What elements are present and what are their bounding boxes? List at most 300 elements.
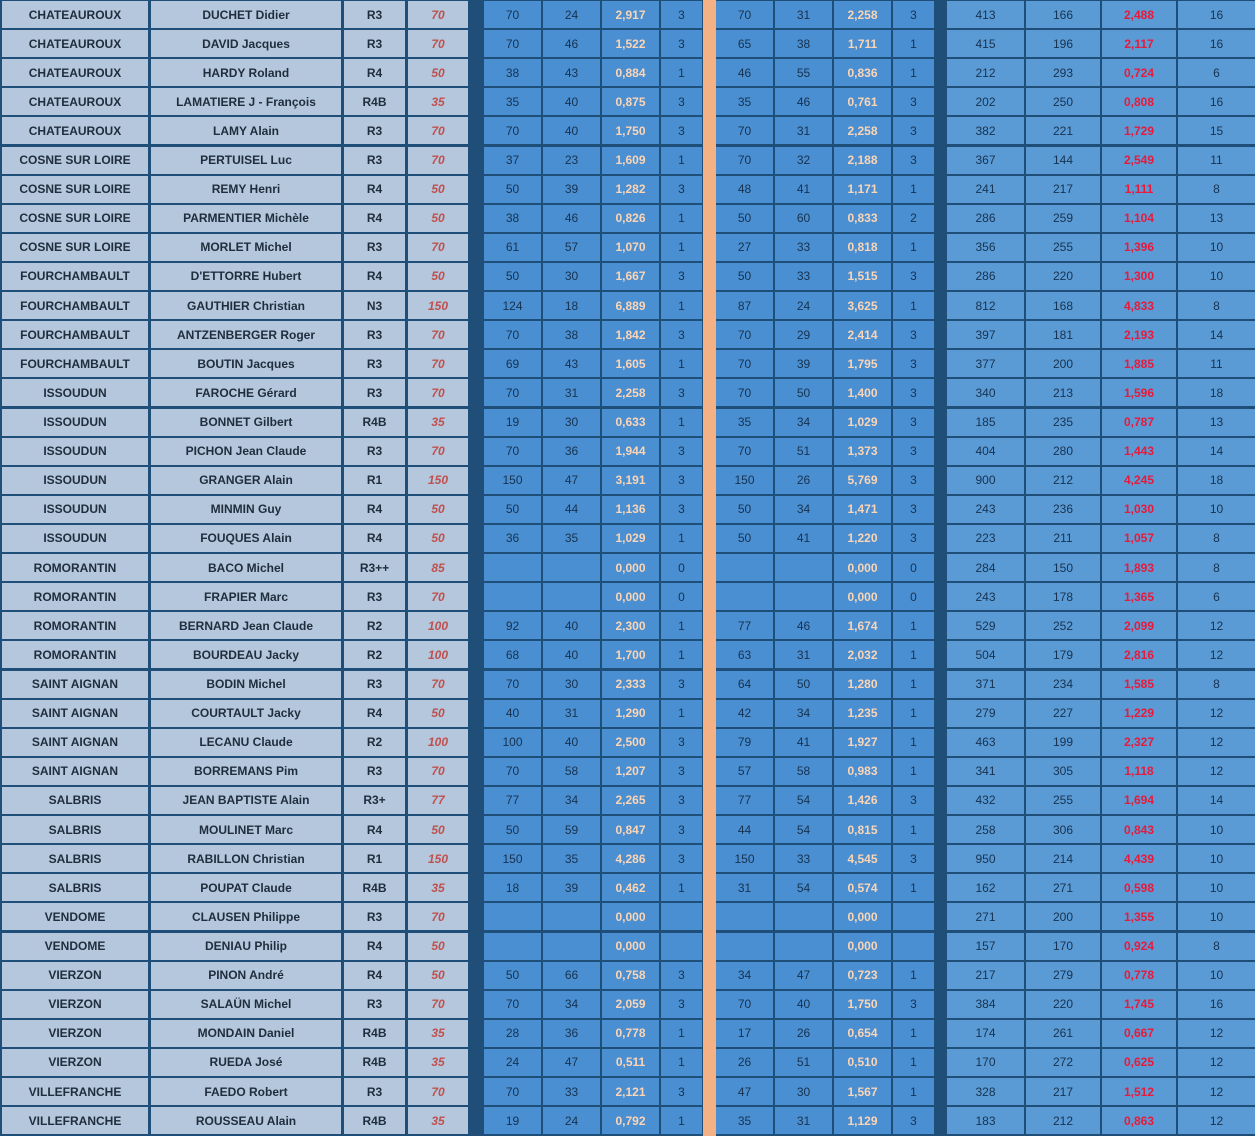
cell-r1-result[interactable]: 3	[661, 88, 702, 115]
cell-club[interactable]: CHATEAUROUX	[2, 59, 148, 86]
cell-r2-average[interactable]: 0,723	[834, 962, 891, 989]
cell-club[interactable]: VILLEFRANCHE	[2, 1078, 148, 1105]
cell-total-b[interactable]: 234	[1026, 671, 1100, 698]
cell-r2-average[interactable]: 2,258	[834, 117, 891, 144]
cell-points[interactable]: 70	[408, 991, 468, 1018]
cell-total-rank[interactable]: 8	[1178, 176, 1255, 203]
cell-r1-value-a[interactable]: 61	[484, 234, 541, 261]
cell-player[interactable]: PARMENTIER Michèle	[151, 205, 341, 232]
cell-player[interactable]: JEAN BAPTISTE Alain	[151, 787, 341, 814]
cell-r1-average[interactable]: 2,917	[602, 1, 659, 28]
cell-r2-value-b[interactable]: 31	[775, 1, 832, 28]
cell-total-b[interactable]: 255	[1026, 234, 1100, 261]
cell-r1-average[interactable]: 0,000	[602, 583, 659, 610]
cell-r2-average[interactable]: 1,795	[834, 350, 891, 377]
cell-r1-result[interactable]: 1	[661, 292, 702, 319]
cell-r1-value-a[interactable]: 24	[484, 1049, 541, 1076]
cell-category[interactable]: R2	[344, 729, 405, 756]
cell-club[interactable]: COSNE SUR LOIRE	[2, 205, 148, 232]
cell-total-a[interactable]: 170	[947, 1049, 1024, 1076]
cell-total-average[interactable]: 0,924	[1102, 933, 1176, 960]
cell-r1-value-b[interactable]: 24	[543, 1107, 600, 1134]
cell-total-average[interactable]: 1,596	[1102, 379, 1176, 406]
cell-club[interactable]: COSNE SUR LOIRE	[2, 176, 148, 203]
cell-r1-value-a[interactable]: 38	[484, 205, 541, 232]
cell-total-b[interactable]: 217	[1026, 176, 1100, 203]
cell-points[interactable]: 70	[408, 671, 468, 698]
cell-r2-result[interactable]: 3	[893, 117, 934, 144]
cell-r2-average[interactable]: 2,188	[834, 147, 891, 174]
cell-r1-value-a[interactable]: 70	[484, 758, 541, 785]
cell-total-average[interactable]: 1,300	[1102, 263, 1176, 290]
cell-category[interactable]: R3	[344, 234, 405, 261]
cell-r2-value-b[interactable]: 55	[775, 59, 832, 86]
cell-total-b[interactable]: 196	[1026, 30, 1100, 57]
cell-club[interactable]: VIERZON	[2, 991, 148, 1018]
cell-category[interactable]: R4B	[344, 88, 405, 115]
cell-total-a[interactable]: 328	[947, 1078, 1024, 1105]
cell-total-rank[interactable]: 10	[1178, 903, 1255, 930]
cell-r2-value-a[interactable]	[716, 554, 773, 581]
cell-r1-result[interactable]: 3	[661, 1078, 702, 1105]
cell-r2-average[interactable]: 1,400	[834, 379, 891, 406]
cell-player[interactable]: RUEDA José	[151, 1049, 341, 1076]
cell-points[interactable]: 70	[408, 438, 468, 465]
cell-r1-average[interactable]: 2,333	[602, 671, 659, 698]
cell-total-average[interactable]: 1,729	[1102, 117, 1176, 144]
cell-points[interactable]: 70	[408, 30, 468, 57]
cell-r1-result[interactable]: 1	[661, 874, 702, 901]
cell-category[interactable]: N3	[344, 292, 405, 319]
cell-r1-result[interactable]: 1	[661, 350, 702, 377]
cell-r2-value-b[interactable]: 54	[775, 787, 832, 814]
cell-total-average[interactable]: 1,057	[1102, 525, 1176, 552]
cell-r1-value-b[interactable]: 31	[543, 379, 600, 406]
cell-r1-average[interactable]: 1,944	[602, 438, 659, 465]
cell-total-average[interactable]: 1,885	[1102, 350, 1176, 377]
cell-r1-result[interactable]: 1	[661, 234, 702, 261]
cell-points[interactable]: 70	[408, 903, 468, 930]
cell-r2-value-a[interactable]: 70	[716, 147, 773, 174]
cell-total-rank[interactable]: 10	[1178, 234, 1255, 261]
cell-club[interactable]: SAINT AIGNAN	[2, 700, 148, 727]
cell-total-a[interactable]: 243	[947, 583, 1024, 610]
cell-r2-value-b[interactable]: 26	[775, 467, 832, 494]
cell-points[interactable]: 50	[408, 933, 468, 960]
cell-r2-value-a[interactable]: 70	[716, 379, 773, 406]
cell-r1-value-b[interactable]	[543, 933, 600, 960]
cell-r2-result[interactable]: 1	[893, 1078, 934, 1105]
cell-club[interactable]: SAINT AIGNAN	[2, 671, 148, 698]
cell-r1-value-b[interactable]: 30	[543, 409, 600, 436]
cell-total-rank[interactable]: 8	[1178, 933, 1255, 960]
cell-category[interactable]: R3+	[344, 787, 405, 814]
cell-r1-average[interactable]: 0,000	[602, 933, 659, 960]
cell-r1-result[interactable]: 1	[661, 700, 702, 727]
cell-total-rank[interactable]: 8	[1178, 671, 1255, 698]
cell-total-a[interactable]: 404	[947, 438, 1024, 465]
cell-club[interactable]: FOURCHAMBAULT	[2, 321, 148, 348]
cell-category[interactable]: R4	[344, 263, 405, 290]
cell-r1-value-b[interactable]: 33	[543, 1078, 600, 1105]
cell-player[interactable]: BOURDEAU Jacky	[151, 641, 341, 668]
cell-r1-average[interactable]: 4,286	[602, 845, 659, 872]
cell-total-rank[interactable]: 11	[1178, 147, 1255, 174]
cell-r2-value-b[interactable]: 40	[775, 991, 832, 1018]
cell-r2-average[interactable]: 2,414	[834, 321, 891, 348]
cell-r1-value-a[interactable]: 150	[484, 845, 541, 872]
cell-r1-result[interactable]	[661, 903, 702, 930]
cell-total-b[interactable]: 212	[1026, 1107, 1100, 1134]
cell-r1-value-a[interactable]: 35	[484, 88, 541, 115]
cell-r2-average[interactable]: 0,000	[834, 933, 891, 960]
cell-r2-result[interactable]: 3	[893, 1, 934, 28]
cell-category[interactable]: R2	[344, 641, 405, 668]
cell-r2-value-b[interactable]	[775, 903, 832, 930]
cell-r1-value-b[interactable]: 39	[543, 176, 600, 203]
cell-player[interactable]: LECANU Claude	[151, 729, 341, 756]
cell-r2-value-a[interactable]: 46	[716, 59, 773, 86]
cell-player[interactable]: BOUTIN Jacques	[151, 350, 341, 377]
cell-total-b[interactable]: 181	[1026, 321, 1100, 348]
cell-total-average[interactable]: 1,585	[1102, 671, 1176, 698]
cell-total-average[interactable]: 4,439	[1102, 845, 1176, 872]
cell-r2-result[interactable]: 1	[893, 59, 934, 86]
cell-r1-average[interactable]: 2,059	[602, 991, 659, 1018]
cell-r1-average[interactable]: 0,000	[602, 554, 659, 581]
cell-r2-average[interactable]: 0,654	[834, 1020, 891, 1047]
cell-total-a[interactable]: 397	[947, 321, 1024, 348]
cell-r1-result[interactable]: 3	[661, 729, 702, 756]
cell-total-b[interactable]: 261	[1026, 1020, 1100, 1047]
cell-r2-average[interactable]: 3,625	[834, 292, 891, 319]
cell-r1-value-b[interactable]	[543, 554, 600, 581]
cell-club[interactable]: COSNE SUR LOIRE	[2, 234, 148, 261]
cell-r1-value-a[interactable]: 19	[484, 409, 541, 436]
cell-total-average[interactable]: 1,396	[1102, 234, 1176, 261]
cell-r1-value-a[interactable]: 70	[484, 671, 541, 698]
cell-total-average[interactable]: 1,893	[1102, 554, 1176, 581]
cell-total-b[interactable]: 220	[1026, 991, 1100, 1018]
cell-r2-result[interactable]: 1	[893, 292, 934, 319]
cell-total-a[interactable]: 377	[947, 350, 1024, 377]
cell-club[interactable]: SALBRIS	[2, 816, 148, 843]
cell-r2-value-b[interactable]: 41	[775, 729, 832, 756]
cell-total-a[interactable]: 950	[947, 845, 1024, 872]
cell-r1-result[interactable]: 3	[661, 117, 702, 144]
cell-r1-value-b[interactable]: 35	[543, 845, 600, 872]
cell-r2-value-a[interactable]: 70	[716, 321, 773, 348]
cell-total-rank[interactable]: 12	[1178, 1078, 1255, 1105]
cell-points[interactable]: 50	[408, 263, 468, 290]
cell-player[interactable]: MOULINET Marc	[151, 816, 341, 843]
cell-r2-average[interactable]: 0,983	[834, 758, 891, 785]
cell-category[interactable]: R3	[344, 117, 405, 144]
cell-points[interactable]: 70	[408, 350, 468, 377]
cell-player[interactable]: MONDAIN Daniel	[151, 1020, 341, 1047]
cell-r2-value-b[interactable]: 51	[775, 1049, 832, 1076]
cell-r1-value-b[interactable]: 23	[543, 147, 600, 174]
cell-r2-value-b[interactable]: 50	[775, 379, 832, 406]
cell-r1-value-b[interactable]: 46	[543, 205, 600, 232]
cell-r2-value-b[interactable]: 31	[775, 641, 832, 668]
cell-player[interactable]: HARDY Roland	[151, 59, 341, 86]
cell-player[interactable]: ROUSSEAU Alain	[151, 1107, 341, 1134]
cell-total-b[interactable]: 220	[1026, 263, 1100, 290]
cell-r2-value-b[interactable]: 58	[775, 758, 832, 785]
cell-r2-value-b[interactable]: 34	[775, 496, 832, 523]
cell-r2-result[interactable]: 1	[893, 700, 934, 727]
cell-r1-average[interactable]: 1,842	[602, 321, 659, 348]
cell-points[interactable]: 70	[408, 117, 468, 144]
cell-r1-value-b[interactable]: 30	[543, 671, 600, 698]
cell-total-b[interactable]: 211	[1026, 525, 1100, 552]
cell-r2-average[interactable]: 4,545	[834, 845, 891, 872]
cell-r1-value-a[interactable]: 40	[484, 700, 541, 727]
cell-r2-average[interactable]: 0,000	[834, 903, 891, 930]
cell-r1-value-a[interactable]: 50	[484, 816, 541, 843]
cell-points[interactable]: 35	[408, 874, 468, 901]
cell-player[interactable]: GRANGER Alain	[151, 467, 341, 494]
cell-total-a[interactable]: 356	[947, 234, 1024, 261]
cell-r2-value-b[interactable]	[775, 933, 832, 960]
cell-r1-value-b[interactable]: 66	[543, 962, 600, 989]
cell-r1-result[interactable]: 3	[661, 787, 702, 814]
cell-total-average[interactable]: 0,863	[1102, 1107, 1176, 1134]
cell-r1-value-b[interactable]: 43	[543, 59, 600, 86]
cell-r1-value-a[interactable]: 92	[484, 612, 541, 639]
cell-r2-result[interactable]: 1	[893, 874, 934, 901]
cell-r1-average[interactable]: 1,522	[602, 30, 659, 57]
cell-total-rank[interactable]: 13	[1178, 205, 1255, 232]
cell-category[interactable]: R3	[344, 321, 405, 348]
cell-r2-average[interactable]: 0,510	[834, 1049, 891, 1076]
cell-total-b[interactable]: 227	[1026, 700, 1100, 727]
cell-r2-value-a[interactable]: 42	[716, 700, 773, 727]
cell-category[interactable]: R4	[344, 205, 405, 232]
cell-r1-result[interactable]: 3	[661, 176, 702, 203]
cell-total-a[interactable]: 271	[947, 903, 1024, 930]
cell-total-b[interactable]: 213	[1026, 379, 1100, 406]
cell-r1-value-b[interactable]	[543, 583, 600, 610]
cell-points[interactable]: 35	[408, 88, 468, 115]
cell-total-rank[interactable]: 12	[1178, 700, 1255, 727]
cell-category[interactable]: R3	[344, 438, 405, 465]
cell-club[interactable]: ISSOUDUN	[2, 467, 148, 494]
cell-total-average[interactable]: 2,099	[1102, 612, 1176, 639]
cell-r2-average[interactable]: 0,818	[834, 234, 891, 261]
cell-category[interactable]: R4	[344, 59, 405, 86]
cell-player[interactable]: FAROCHE Gérard	[151, 379, 341, 406]
cell-r2-value-b[interactable]: 29	[775, 321, 832, 348]
cell-total-a[interactable]: 812	[947, 292, 1024, 319]
cell-category[interactable]: R4B	[344, 874, 405, 901]
cell-r2-result[interactable]: 3	[893, 1107, 934, 1134]
cell-category[interactable]: R4	[344, 496, 405, 523]
cell-club[interactable]: ISSOUDUN	[2, 379, 148, 406]
cell-r2-result[interactable]: 1	[893, 671, 934, 698]
cell-total-rank[interactable]: 14	[1178, 787, 1255, 814]
cell-category[interactable]: R4	[344, 962, 405, 989]
cell-r2-value-a[interactable]: 77	[716, 787, 773, 814]
cell-player[interactable]: PERTUISEL Luc	[151, 147, 341, 174]
cell-total-b[interactable]: 168	[1026, 292, 1100, 319]
cell-r1-value-b[interactable]: 34	[543, 991, 600, 1018]
cell-r2-average[interactable]: 1,750	[834, 991, 891, 1018]
cell-total-rank[interactable]: 16	[1178, 991, 1255, 1018]
cell-r1-value-b[interactable]: 38	[543, 321, 600, 348]
cell-category[interactable]: R2	[344, 612, 405, 639]
cell-total-rank[interactable]: 16	[1178, 1, 1255, 28]
cell-total-average[interactable]: 0,778	[1102, 962, 1176, 989]
cell-r2-value-b[interactable]	[775, 554, 832, 581]
cell-r1-value-a[interactable]: 70	[484, 1078, 541, 1105]
cell-r2-result[interactable]: 1	[893, 1049, 934, 1076]
cell-total-rank[interactable]: 18	[1178, 467, 1255, 494]
cell-r2-result[interactable]: 3	[893, 321, 934, 348]
cell-r1-value-b[interactable]: 18	[543, 292, 600, 319]
cell-total-rank[interactable]: 14	[1178, 321, 1255, 348]
cell-r1-value-a[interactable]: 70	[484, 379, 541, 406]
cell-r1-value-b[interactable]: 36	[543, 1020, 600, 1047]
cell-player[interactable]: ANTZENBERGER Roger	[151, 321, 341, 348]
cell-points[interactable]: 50	[408, 496, 468, 523]
cell-r2-average[interactable]: 0,836	[834, 59, 891, 86]
cell-r2-result[interactable]: 0	[893, 583, 934, 610]
cell-r2-value-b[interactable]: 33	[775, 263, 832, 290]
cell-r2-result[interactable]: 3	[893, 147, 934, 174]
cell-r1-average[interactable]: 0,792	[602, 1107, 659, 1134]
cell-total-a[interactable]: 279	[947, 700, 1024, 727]
cell-total-a[interactable]: 212	[947, 59, 1024, 86]
cell-r2-average[interactable]: 1,674	[834, 612, 891, 639]
cell-r1-value-b[interactable]: 40	[543, 117, 600, 144]
cell-r1-value-a[interactable]: 37	[484, 147, 541, 174]
cell-r1-value-b[interactable]: 34	[543, 787, 600, 814]
cell-r1-result[interactable]: 1	[661, 1020, 702, 1047]
cell-total-a[interactable]: 241	[947, 176, 1024, 203]
cell-total-b[interactable]: 252	[1026, 612, 1100, 639]
cell-r1-result[interactable]: 3	[661, 1, 702, 28]
cell-total-rank[interactable]: 10	[1178, 816, 1255, 843]
cell-total-b[interactable]: 200	[1026, 350, 1100, 377]
cell-total-b[interactable]: 235	[1026, 409, 1100, 436]
cell-r2-average[interactable]: 2,032	[834, 641, 891, 668]
cell-r1-average[interactable]: 2,500	[602, 729, 659, 756]
cell-r1-average[interactable]: 1,282	[602, 176, 659, 203]
cell-total-average[interactable]: 2,117	[1102, 30, 1176, 57]
cell-points[interactable]: 85	[408, 554, 468, 581]
cell-r1-value-a[interactable]	[484, 554, 541, 581]
cell-r1-result[interactable]: 3	[661, 30, 702, 57]
cell-r1-average[interactable]: 2,258	[602, 379, 659, 406]
cell-r2-value-a[interactable]	[716, 583, 773, 610]
cell-r1-value-b[interactable]: 40	[543, 612, 600, 639]
cell-club[interactable]: VIERZON	[2, 1020, 148, 1047]
cell-total-a[interactable]: 284	[947, 554, 1024, 581]
cell-category[interactable]: R4	[344, 816, 405, 843]
cell-r1-result[interactable]: 3	[661, 379, 702, 406]
cell-total-b[interactable]: 272	[1026, 1049, 1100, 1076]
cell-r1-value-a[interactable]: 38	[484, 59, 541, 86]
cell-player[interactable]: DENIAU Philip	[151, 933, 341, 960]
cell-r1-value-a[interactable]: 50	[484, 176, 541, 203]
cell-points[interactable]: 50	[408, 176, 468, 203]
cell-category[interactable]: R3	[344, 671, 405, 698]
cell-total-a[interactable]: 162	[947, 874, 1024, 901]
cell-player[interactable]: GAUTHIER Christian	[151, 292, 341, 319]
cell-r2-value-b[interactable]: 34	[775, 409, 832, 436]
cell-r2-value-b[interactable]: 51	[775, 438, 832, 465]
cell-total-rank[interactable]: 10	[1178, 496, 1255, 523]
cell-player[interactable]: FOUQUES Alain	[151, 525, 341, 552]
cell-r1-value-a[interactable]	[484, 583, 541, 610]
cell-total-rank[interactable]: 10	[1178, 263, 1255, 290]
cell-total-rank[interactable]: 8	[1178, 292, 1255, 319]
cell-r2-result[interactable]: 3	[893, 438, 934, 465]
cell-club[interactable]: CHATEAUROUX	[2, 1, 148, 28]
cell-total-average[interactable]: 1,694	[1102, 787, 1176, 814]
cell-category[interactable]: R4B	[344, 1107, 405, 1134]
cell-r1-result[interactable]: 1	[661, 1107, 702, 1134]
cell-r2-value-a[interactable]: 31	[716, 874, 773, 901]
cell-club[interactable]: FOURCHAMBAULT	[2, 350, 148, 377]
cell-total-a[interactable]: 371	[947, 671, 1024, 698]
cell-player[interactable]: BONNET Gilbert	[151, 409, 341, 436]
cell-r1-result[interactable]: 1	[661, 612, 702, 639]
cell-total-a[interactable]: 340	[947, 379, 1024, 406]
cell-r2-value-b[interactable]: 46	[775, 612, 832, 639]
cell-r2-value-a[interactable]: 50	[716, 496, 773, 523]
cell-r2-value-b[interactable]: 26	[775, 1020, 832, 1047]
cell-category[interactable]: R1	[344, 467, 405, 494]
cell-total-b[interactable]: 200	[1026, 903, 1100, 930]
cell-total-a[interactable]: 286	[947, 205, 1024, 232]
cell-total-average[interactable]: 0,625	[1102, 1049, 1176, 1076]
cell-club[interactable]: SALBRIS	[2, 787, 148, 814]
cell-r2-value-a[interactable]: 70	[716, 117, 773, 144]
cell-r2-average[interactable]: 1,711	[834, 30, 891, 57]
cell-total-b[interactable]: 271	[1026, 874, 1100, 901]
cell-points[interactable]: 35	[408, 1020, 468, 1047]
cell-r2-value-b[interactable]: 50	[775, 671, 832, 698]
cell-total-b[interactable]: 259	[1026, 205, 1100, 232]
cell-total-average[interactable]: 1,355	[1102, 903, 1176, 930]
cell-total-average[interactable]: 1,111	[1102, 176, 1176, 203]
cell-r1-value-a[interactable]: 50	[484, 962, 541, 989]
cell-r2-value-a[interactable]: 150	[716, 845, 773, 872]
cell-r1-result[interactable]: 3	[661, 758, 702, 785]
cell-total-a[interactable]: 243	[947, 496, 1024, 523]
cell-r2-value-a[interactable]: 35	[716, 88, 773, 115]
cell-r1-value-b[interactable]: 24	[543, 1, 600, 28]
cell-r1-average[interactable]: 1,290	[602, 700, 659, 727]
cell-category[interactable]: R1	[344, 845, 405, 872]
cell-r2-result[interactable]: 3	[893, 379, 934, 406]
cell-total-rank[interactable]: 12	[1178, 1049, 1255, 1076]
cell-total-average[interactable]: 1,512	[1102, 1078, 1176, 1105]
cell-r2-value-a[interactable]: 48	[716, 176, 773, 203]
cell-r1-average[interactable]: 0,847	[602, 816, 659, 843]
cell-r2-result[interactable]: 1	[893, 612, 934, 639]
cell-r1-value-a[interactable]: 19	[484, 1107, 541, 1134]
cell-r1-value-a[interactable]: 124	[484, 292, 541, 319]
cell-player[interactable]: BORREMANS Pim	[151, 758, 341, 785]
cell-r1-value-a[interactable]: 28	[484, 1020, 541, 1047]
cell-r1-average[interactable]: 1,605	[602, 350, 659, 377]
cell-r2-result[interactable]: 3	[893, 88, 934, 115]
cell-total-rank[interactable]: 6	[1178, 59, 1255, 86]
